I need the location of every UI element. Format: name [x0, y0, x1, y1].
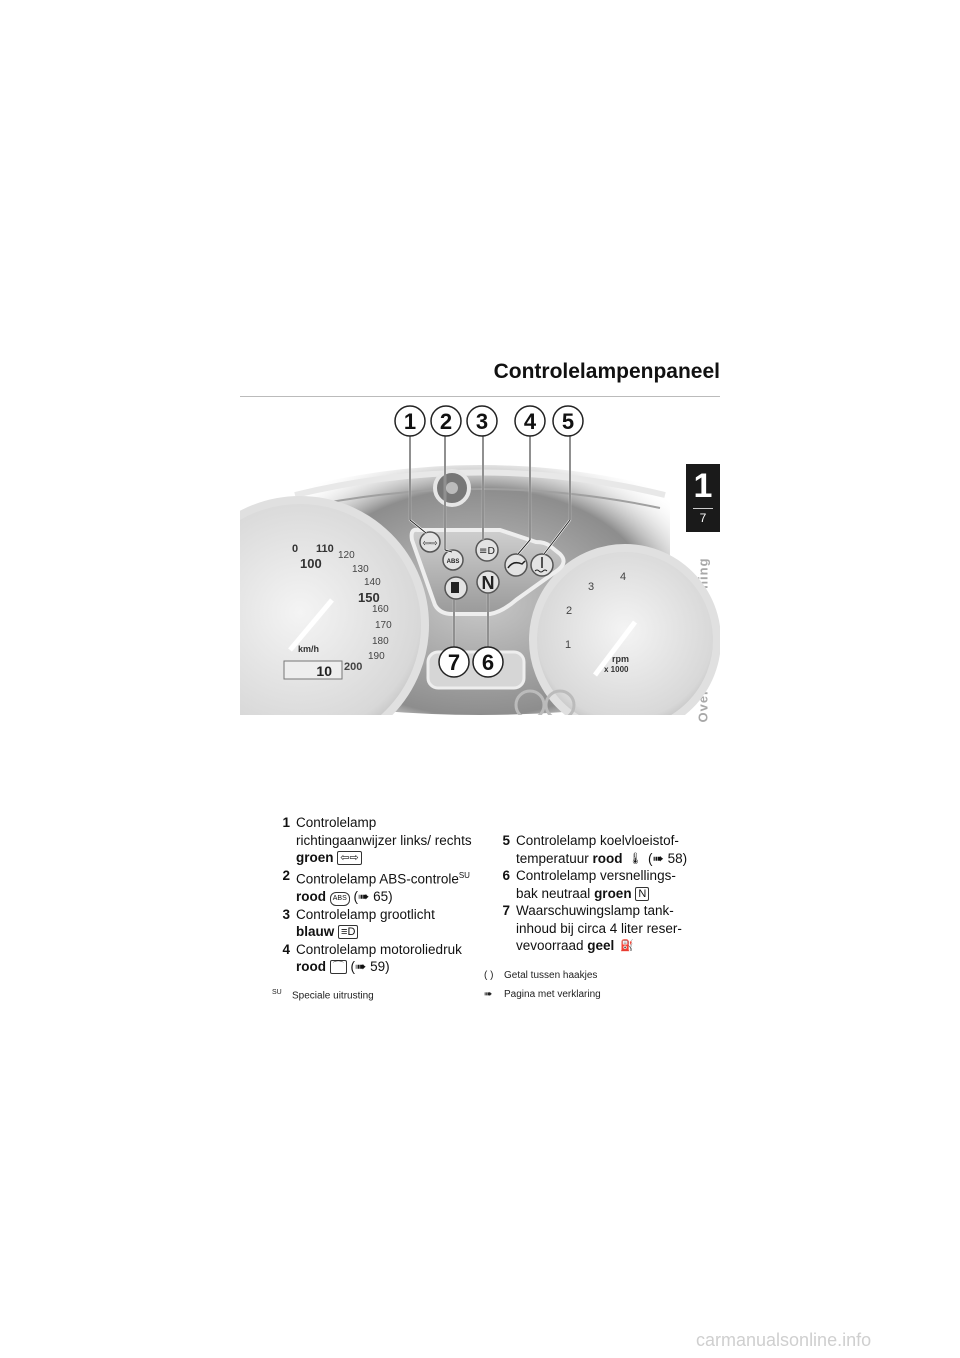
note-page-reference: ➠ Pagina met verklaring [484, 989, 601, 1000]
legend-right-column [488, 832, 688, 955]
lamp-fuel-reserve [445, 577, 467, 599]
tacho-unit: rpm [612, 654, 630, 664]
svg-text:ABS: ABS [446, 559, 460, 565]
legend-item-6: 6 Controlelamp versnellings-bak neutraal groen N [502, 868, 676, 901]
lamp-coolant-temperature [531, 554, 553, 576]
callout-2: 2 [439, 409, 453, 434]
speedo-tick-180: 180 [372, 636, 389, 647]
lamp-neutral [477, 571, 499, 593]
svg-text:≡D: ≡D [478, 546, 496, 557]
speedo-tick-100: 100 [300, 556, 322, 571]
note-parentheses: ( ) Getal tussen haakjes [484, 970, 598, 981]
callout-1: 1 [403, 409, 417, 434]
speedo-tick-120: 120 [338, 550, 355, 561]
callout-7: 7 [447, 650, 461, 675]
lamp-turn-signal [420, 532, 440, 552]
callout-5: 5 [561, 409, 575, 434]
speedo-tick-110: 110 [316, 543, 334, 555]
watermark: carmanualsonline.info [696, 1330, 872, 1350]
fuel-reserve-icon: ⛽ [620, 940, 634, 952]
callout-3: 3 [475, 409, 489, 434]
speedo-tick-140: 140 [364, 577, 381, 588]
legend-left-column [268, 814, 472, 976]
tacho-tick-3: 3 [588, 581, 595, 593]
warning-light-panel-figure [240, 400, 720, 715]
turn-signal-icon: ⇦⇨ [337, 851, 361, 865]
odometer-display [284, 661, 342, 679]
page-title: Controlelampenpaneel [493, 360, 720, 383]
page-arrow-icon: ➠ [484, 989, 493, 1000]
speedo-tick-130: 130 [352, 564, 369, 575]
legend-item-1: 1 Controlelamp richtingaanwijzer links/ rechts groen ⇦⇨ [282, 815, 472, 865]
legend-item-5: 5 Controlelamp koelvloeistof-temperatuur rood 🌡 (➠ 58) [502, 833, 688, 866]
title-divider [240, 396, 720, 397]
speedo-tick-0: 0 [292, 543, 299, 555]
chapter-number: 1 [693, 467, 713, 505]
tacho-tick-4: 4 [620, 571, 627, 583]
svg-text:⇦⇨: ⇦⇨ [422, 539, 438, 549]
lamp-high-beam [476, 539, 498, 561]
speedo-tick-150: 150 [358, 590, 380, 605]
legend-item-2: 2 Controlelamp ABS-controle$^{SU}$ rood ABS (➠ 65) [282, 867, 470, 904]
callout-6: 6 [481, 650, 495, 675]
neutral-icon: N [635, 887, 649, 901]
coolant-temperature-icon: 🌡 [628, 852, 643, 865]
speedo-unit: km/h [298, 644, 320, 654]
speedo-tick-200: 200 [344, 661, 363, 673]
speedo-tick-190: 190 [368, 651, 385, 662]
tacho-multiplier: x 1000 [604, 665, 629, 674]
abs-icon: ABS [330, 892, 350, 906]
speedo-tick-170: 170 [375, 620, 392, 631]
high-beam-icon: ≡D [338, 925, 358, 939]
legend-item-4: 4 Controlelamp motoroliedruk rood ⌒ (➠ 59) [282, 941, 462, 974]
lamp-oil-pressure [505, 554, 527, 576]
page-number: 7 [699, 511, 707, 525]
oil-pressure-icon: ⌒ [330, 960, 347, 974]
speedo-tick-160: 160 [372, 604, 389, 615]
note-special-equipment: $^{SU}$ Speciale uitrusting [272, 989, 374, 1002]
legend-item-7: 7 Waarschuwingslamp tank-inhoud bij circa 4 liter reser-vevoorraad geel ⛽ [502, 903, 682, 953]
tacho-tick-1: 1 [565, 639, 572, 651]
tacho-tick-2: 2 [566, 605, 573, 617]
legend-item-3: 3 Controlelamp grootlicht blauw ≡D [282, 906, 435, 939]
neutral-symbol: N [481, 573, 495, 593]
odometer-value: 10 [316, 663, 332, 679]
callout-4: 4 [523, 409, 537, 434]
lamp-abs [443, 550, 463, 570]
